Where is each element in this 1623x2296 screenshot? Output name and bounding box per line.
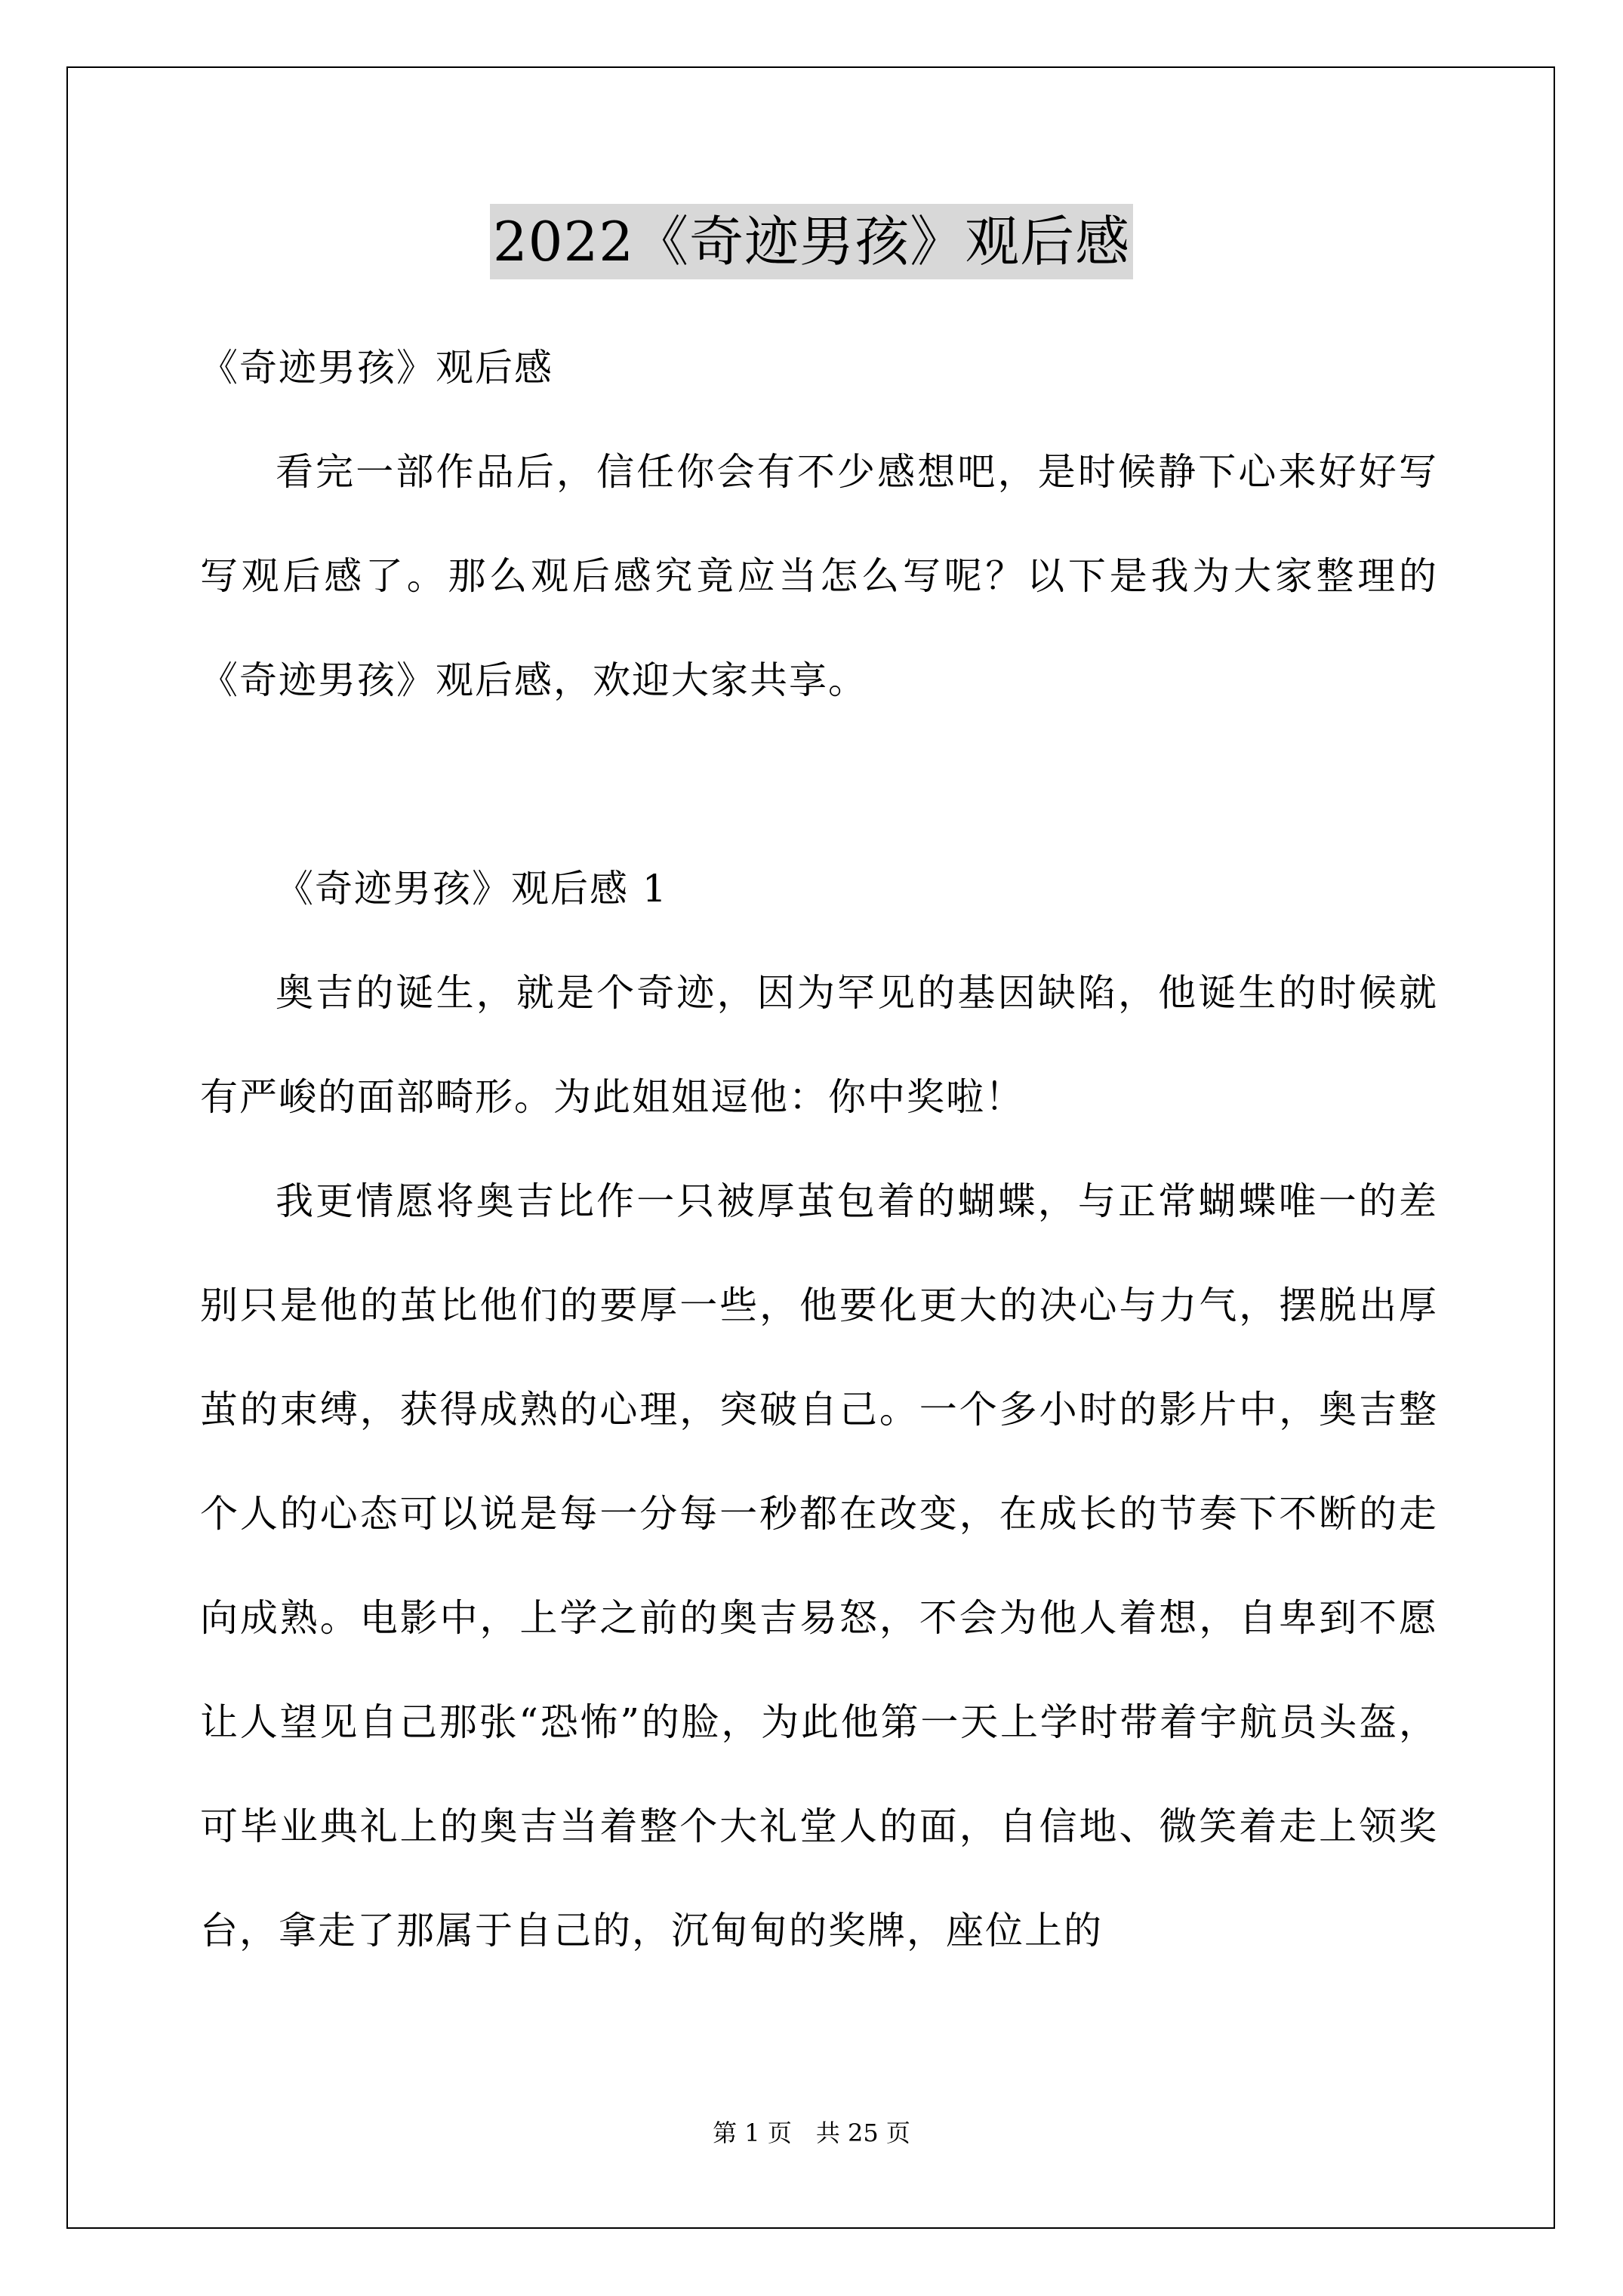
page-footer <box>0 2114 1623 2152</box>
title-container <box>0 204 1623 279</box>
page-number: 第 1 页 共 25 页 <box>713 2119 910 2147</box>
subtitle: 《奇迹男孩》观后感 <box>200 346 553 390</box>
document-title: 2022《奇迹男孩》观后感 <box>490 204 1133 279</box>
body-paragraph-1: 奥吉的诞生，就是个奇迹，因为罕见的基因缺陷，他诞生的时候就有严峻的面部畸形。为此姐姐逗他：你中奖啦！ <box>200 971 1438 1119</box>
document-body <box>200 316 1438 1983</box>
intro-paragraph: 看完一部作品后，信任你会有不少感想吧，是时候静下心来好好写写观后感了。那么观后感究竟应当怎么写呢？以下是我为大家整理的《奇迹男孩》观后感，欢迎大家共享。 <box>200 450 1438 702</box>
body-paragraph-2: 我更情愿将奥吉比作一只被厚茧包着的蝴蝶，与正常蝴蝶唯一的差别只是他的茧比他们的要厚一些，他要化更大的决心与力气，摆脱出厚茧的束缚，获得成熟的心理，突破自己。一个多小时的影片中，奥吉整个人的心态可以说是每一分每一秒都在改变，在成长的节奏下不断的走向成熟。电影中，上学之前的奥吉易怒，不会为他人着想，自卑到不愿让人望见自己那张“恐怖”的脸，为此他第一天上学时带着宇航员头盔，可毕业典礼上的奥吉当着整个大礼堂人的面，自信地、微笑着走上领奖台，拿走了那属于自己的，沉甸甸的奖牌，座位上的 <box>200 1179 1438 1952</box>
section-heading: 《奇迹男孩》观后感 1 <box>276 867 668 911</box>
